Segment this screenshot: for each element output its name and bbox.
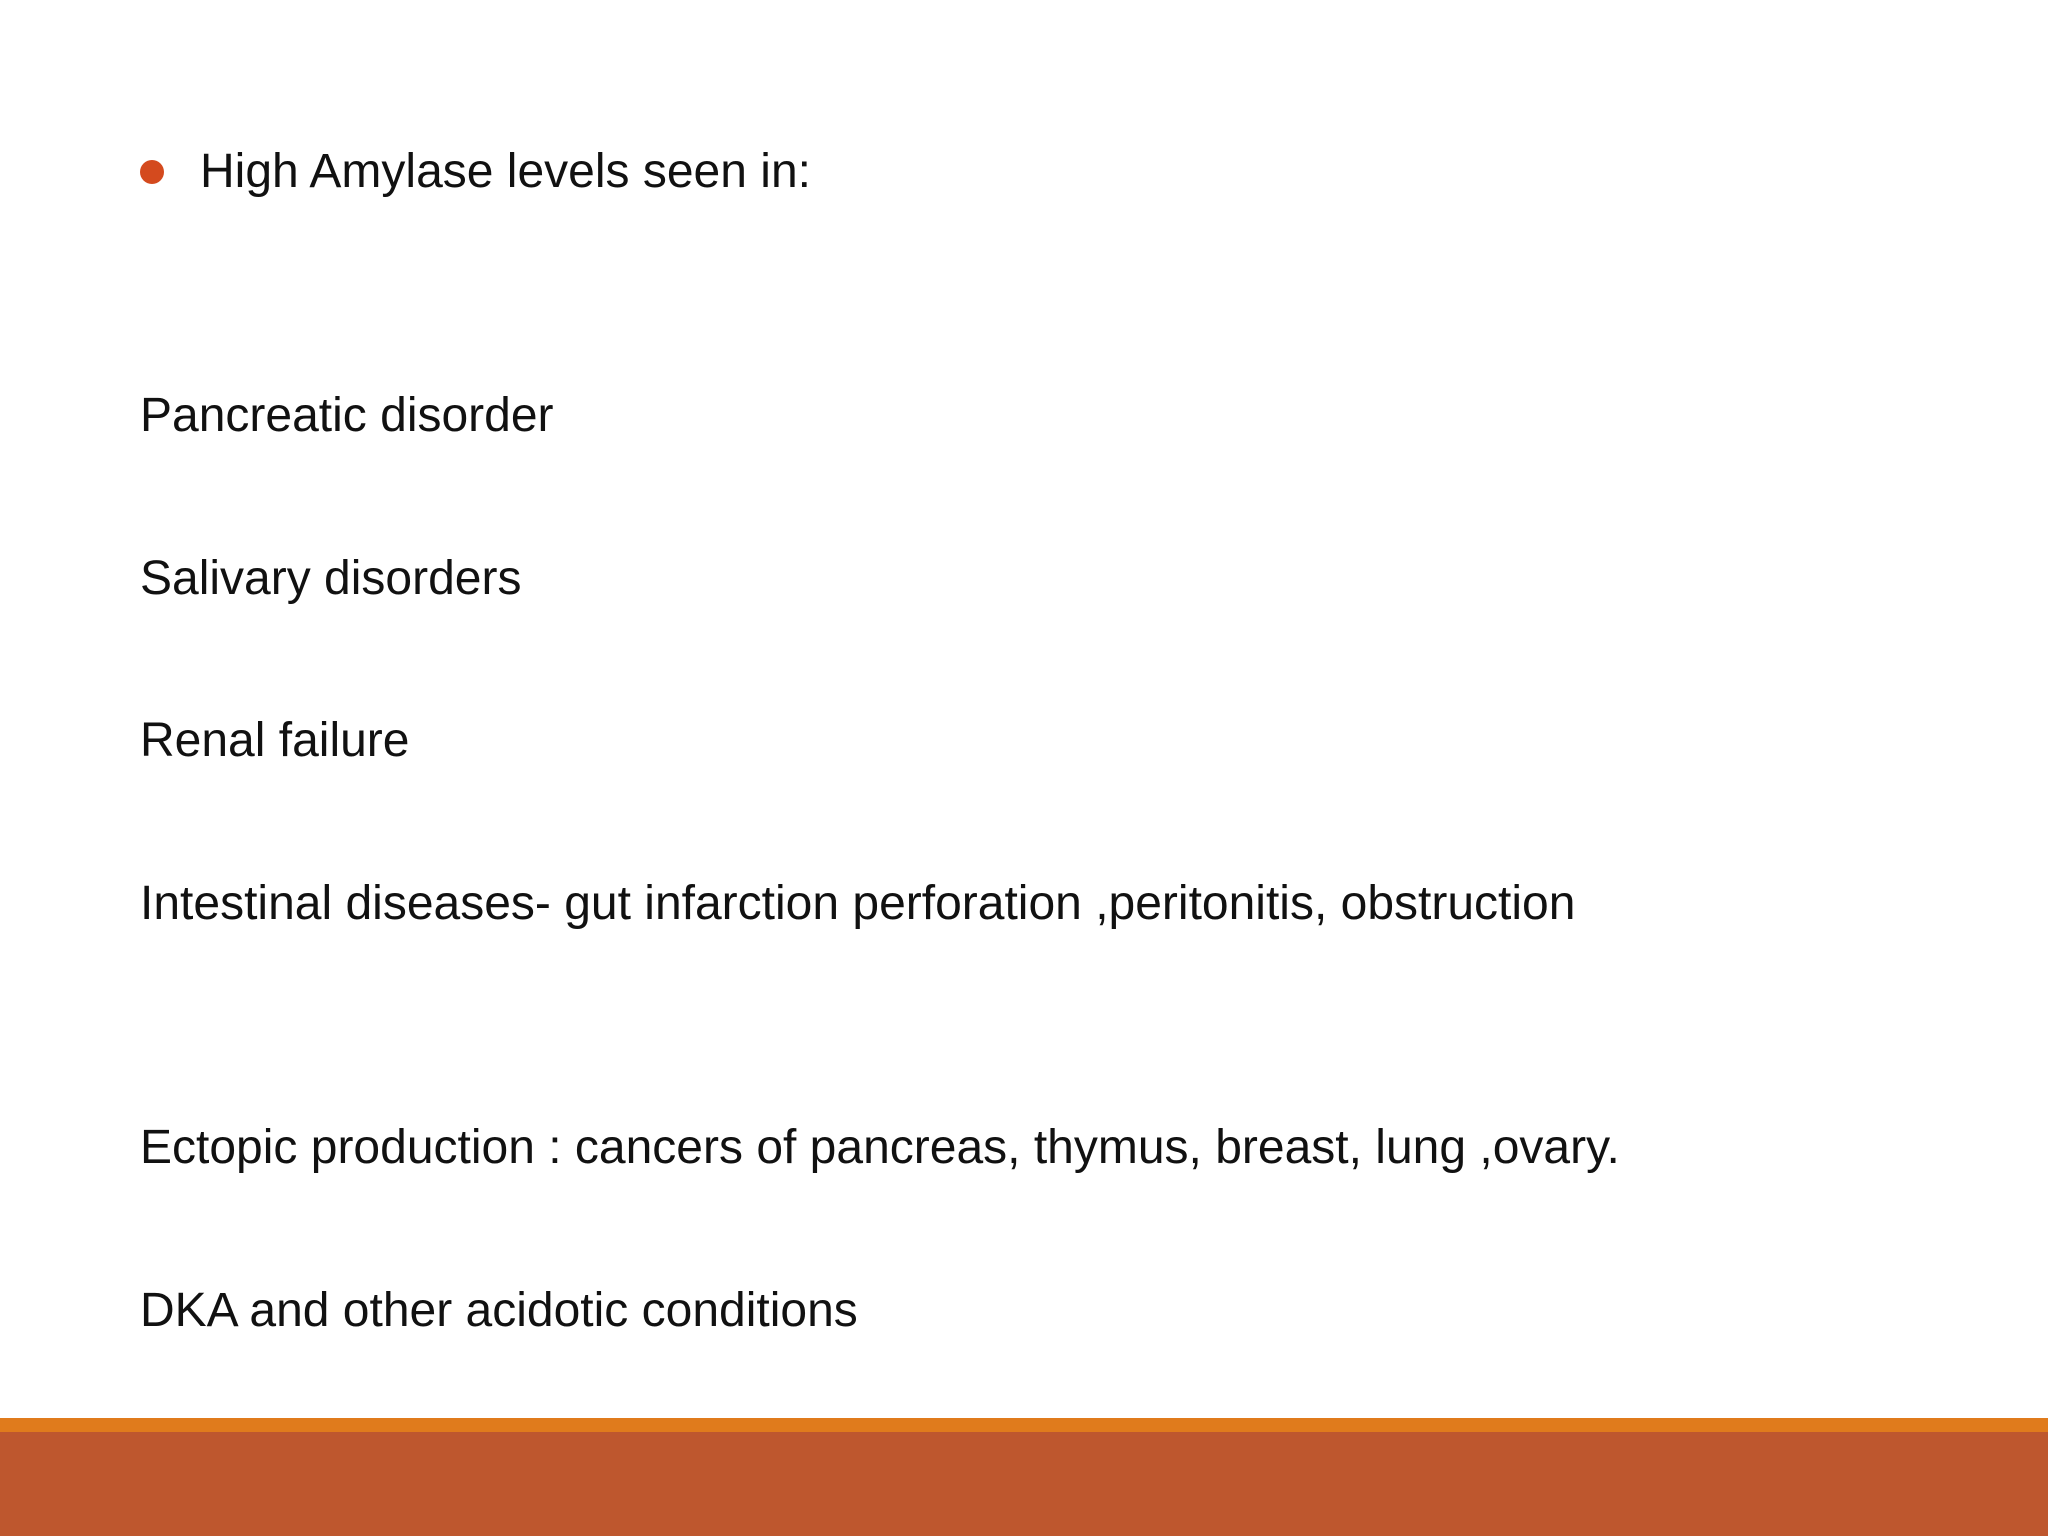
heading-text: High Amylase levels seen in: [200,145,811,198]
list-item-pancreatic: Pancreatic disorder [140,389,554,442]
list-item-renal: Renal failure [140,714,410,767]
list-item-dka: DKA and other acidotic conditions [140,1284,858,1337]
heading-bullet-row [140,140,811,204]
list-item-ectopic: Ectopic production : cancers of pancreas, thymus, breast, lung ,ovary. [140,1121,1620,1174]
footer-band [0,1432,2048,1536]
list-item-intestinal: Intestinal diseases- gut infarction perforation ,peritonitis, obstruction [140,877,1576,930]
list-item-salivary: Salivary disorders [140,552,522,605]
bullet-dot-icon [140,160,164,184]
footer-stripe [0,1418,2048,1432]
